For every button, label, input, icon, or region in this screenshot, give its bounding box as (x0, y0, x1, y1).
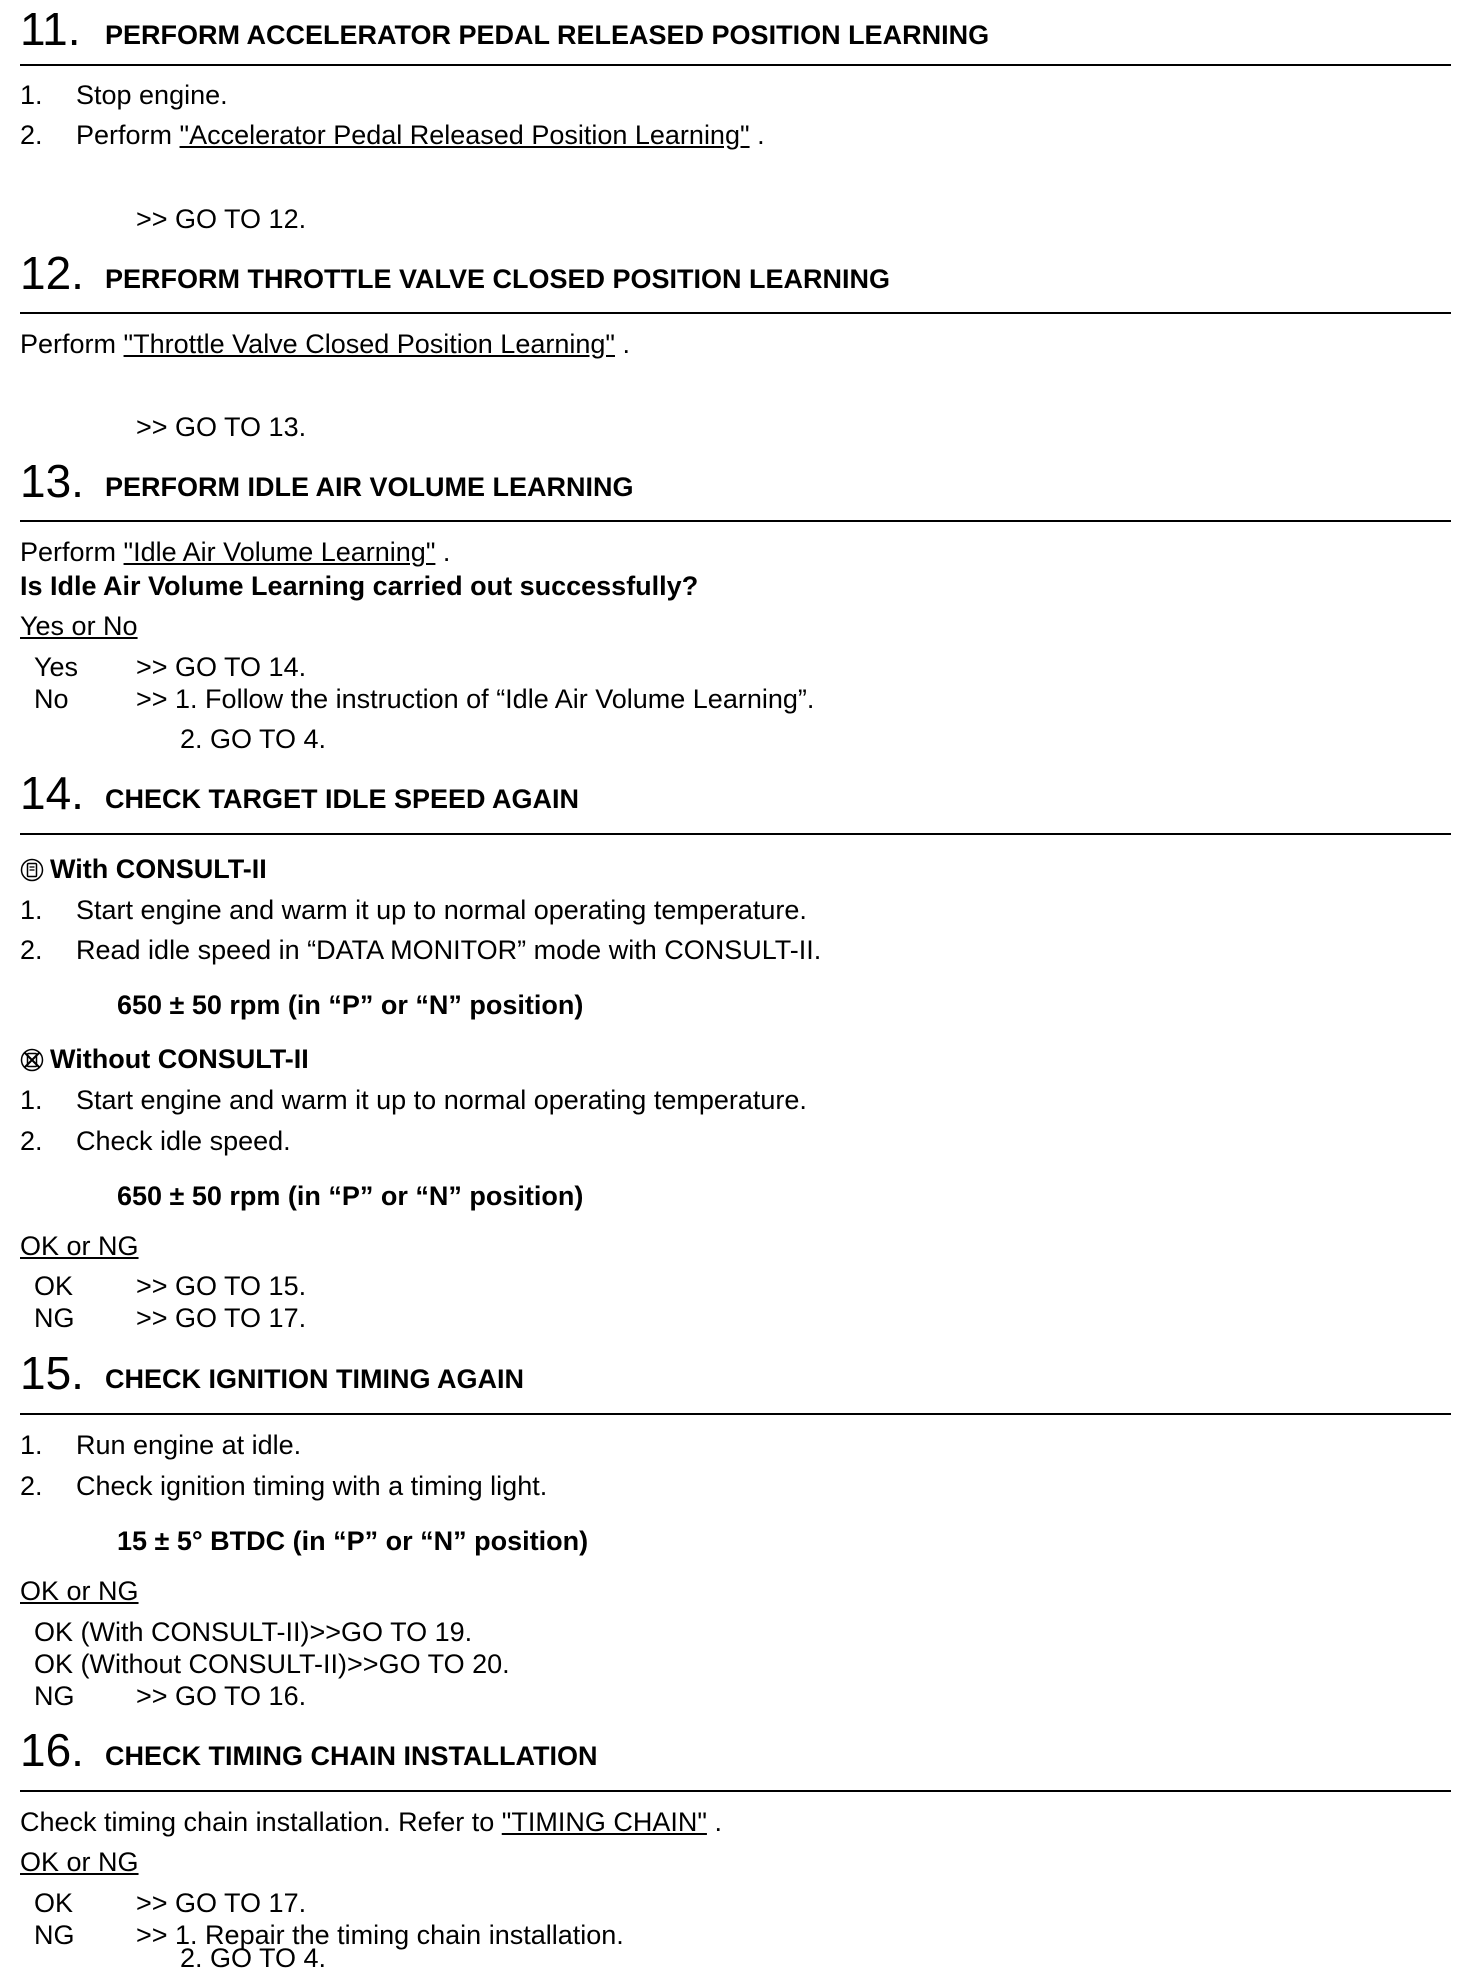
section-divider (20, 64, 1451, 66)
goto-instruction: >> GO TO 12. (136, 204, 307, 234)
step-number: 1. (20, 1430, 43, 1460)
section-number: 15. (20, 1347, 84, 1399)
choice-label-ng: NG (34, 1920, 75, 1950)
step-text: Stop engine. (76, 80, 228, 110)
period: . (622, 329, 631, 359)
choice-header: OK or NG (20, 1576, 139, 1606)
spec-value: 650 ± 50 rpm (in “P” or “N” position) (117, 990, 584, 1020)
section-16-heading (20, 1724, 1450, 1777)
period: . (714, 1807, 722, 1837)
instruction-text: Check timing chain installation. Refer to (20, 1807, 495, 1837)
step-text: Run engine at idle. (76, 1430, 302, 1460)
step-text-with-link (76, 119, 765, 151)
timing-chain-link[interactable]: "TIMING CHAIN" (501, 1807, 707, 1837)
choice-action-ng: >> GO TO 17. (136, 1303, 307, 1333)
section-divider (20, 833, 1451, 835)
choice-label-no: No (34, 684, 69, 714)
choice-label-ok: OK (34, 1271, 74, 1301)
choice-action-ok-without: OK (Without CONSULT-II)>>GO TO 20. (34, 1649, 510, 1679)
section-title: PERFORM ACCELERATOR PEDAL RELEASED POSITION LEARNING (105, 20, 990, 50)
period: . (757, 120, 765, 150)
question-text: Is Idle Air Volume Learning carried out successfully? (20, 571, 699, 601)
choice-action-no-step2: 2. GO TO 4. (180, 724, 327, 754)
spec-value: 650 ± 50 rpm (in “P” or “N” position) (117, 1181, 584, 1211)
section-title: CHECK TARGET IDLE SPEED AGAIN (105, 784, 580, 814)
choice-action-yes: >> GO TO 14. (136, 652, 307, 682)
choice-action-ng: >> 1. Repair the timing chain installation. (136, 1920, 624, 1950)
section-title: PERFORM IDLE AIR VOLUME LEARNING (105, 472, 634, 502)
instruction-text: Perform (20, 329, 117, 359)
step-number: 1. (20, 895, 43, 925)
section-divider (20, 1790, 1451, 1792)
accelerator-pedal-learning-link[interactable]: "Accelerator Pedal Released Position Learning" (179, 120, 750, 150)
section-divider (20, 312, 1451, 314)
section-title: CHECK TIMING CHAIN INSTALLATION (105, 1741, 598, 1771)
step-text: Check idle speed. (76, 1126, 291, 1156)
section-title: PERFORM THROTTLE VALVE CLOSED POSITION LEARNING (105, 264, 891, 294)
choice-action-ng-step2: 2. GO TO 4. (180, 1943, 327, 1973)
spec-value: 15 ± 5° BTDC (in “P” or “N” position) (117, 1526, 589, 1556)
choice-action-ok: >> GO TO 17. (136, 1888, 307, 1918)
choice-action-ng: >> GO TO 16. (136, 1681, 307, 1711)
step-number: 1. (20, 1085, 43, 1115)
instruction-text: Perform (20, 537, 117, 567)
step-number: 2. (20, 1126, 43, 1156)
instruction-with-link (20, 328, 630, 360)
section-number: 16. (20, 1724, 84, 1776)
choice-label-ng: NG (34, 1681, 75, 1711)
section-divider (20, 1413, 1451, 1415)
section-number: 14. (20, 767, 84, 819)
step-text: Start engine and warm it up to normal operating temperature. (76, 1085, 807, 1115)
choice-action-ok-with: OK (With CONSULT-II)>>GO TO 19. (34, 1617, 473, 1647)
step-text: Check ignition timing with a timing light. (76, 1471, 548, 1501)
section-number: 12. (20, 247, 84, 299)
step-number: 2. (20, 935, 43, 965)
section-number: 11. (20, 3, 81, 55)
idle-air-volume-learning-link[interactable]: "Idle Air Volume Learning" (123, 537, 436, 567)
consult-connected-icon (20, 858, 44, 882)
section-divider (20, 520, 1451, 522)
choice-label-yes: Yes (34, 652, 79, 682)
choice-header: Yes or No (20, 611, 138, 641)
choice-action-ok: >> GO TO 15. (136, 1271, 307, 1301)
consult-crossed-icon (20, 1048, 44, 1072)
section-13-heading (20, 455, 1450, 508)
choice-header: OK or NG (20, 1231, 139, 1261)
section-title: CHECK IGNITION TIMING AGAIN (105, 1364, 524, 1394)
step-text: Read idle speed in “DATA MONITOR” mode with CONSULT-II. (76, 935, 822, 965)
step-number: 2. (20, 1471, 43, 1501)
instruction-with-link (20, 1806, 722, 1838)
section-11-heading (20, 3, 1450, 56)
with-consult-heading (20, 853, 267, 885)
step-number: 2. (20, 120, 43, 150)
section-12-heading (20, 247, 1450, 300)
choice-action-no: >> 1. Follow the instruction of “Idle Air Volume Learning”. (136, 684, 815, 714)
section-number: 13. (20, 455, 84, 507)
without-consult-heading (20, 1043, 309, 1075)
step-text: Start engine and warm it up to normal operating temperature. (76, 895, 807, 925)
without-consult-label: Without CONSULT-II (50, 1044, 309, 1074)
goto-instruction: >> GO TO 13. (136, 412, 307, 442)
instruction-with-link (20, 536, 450, 568)
throttle-valve-learning-link[interactable]: "Throttle Valve Closed Position Learning" (123, 329, 615, 359)
section-15-heading (20, 1347, 1450, 1400)
period: . (442, 537, 451, 567)
step-number: 1. (20, 80, 43, 110)
choice-label-ok: OK (34, 1888, 74, 1918)
with-consult-label: With CONSULT-II (50, 854, 267, 884)
step-text: Perform (76, 120, 173, 150)
choice-label-ng: NG (34, 1303, 75, 1333)
choice-header: OK or NG (20, 1847, 139, 1877)
section-14-heading (20, 767, 1450, 820)
